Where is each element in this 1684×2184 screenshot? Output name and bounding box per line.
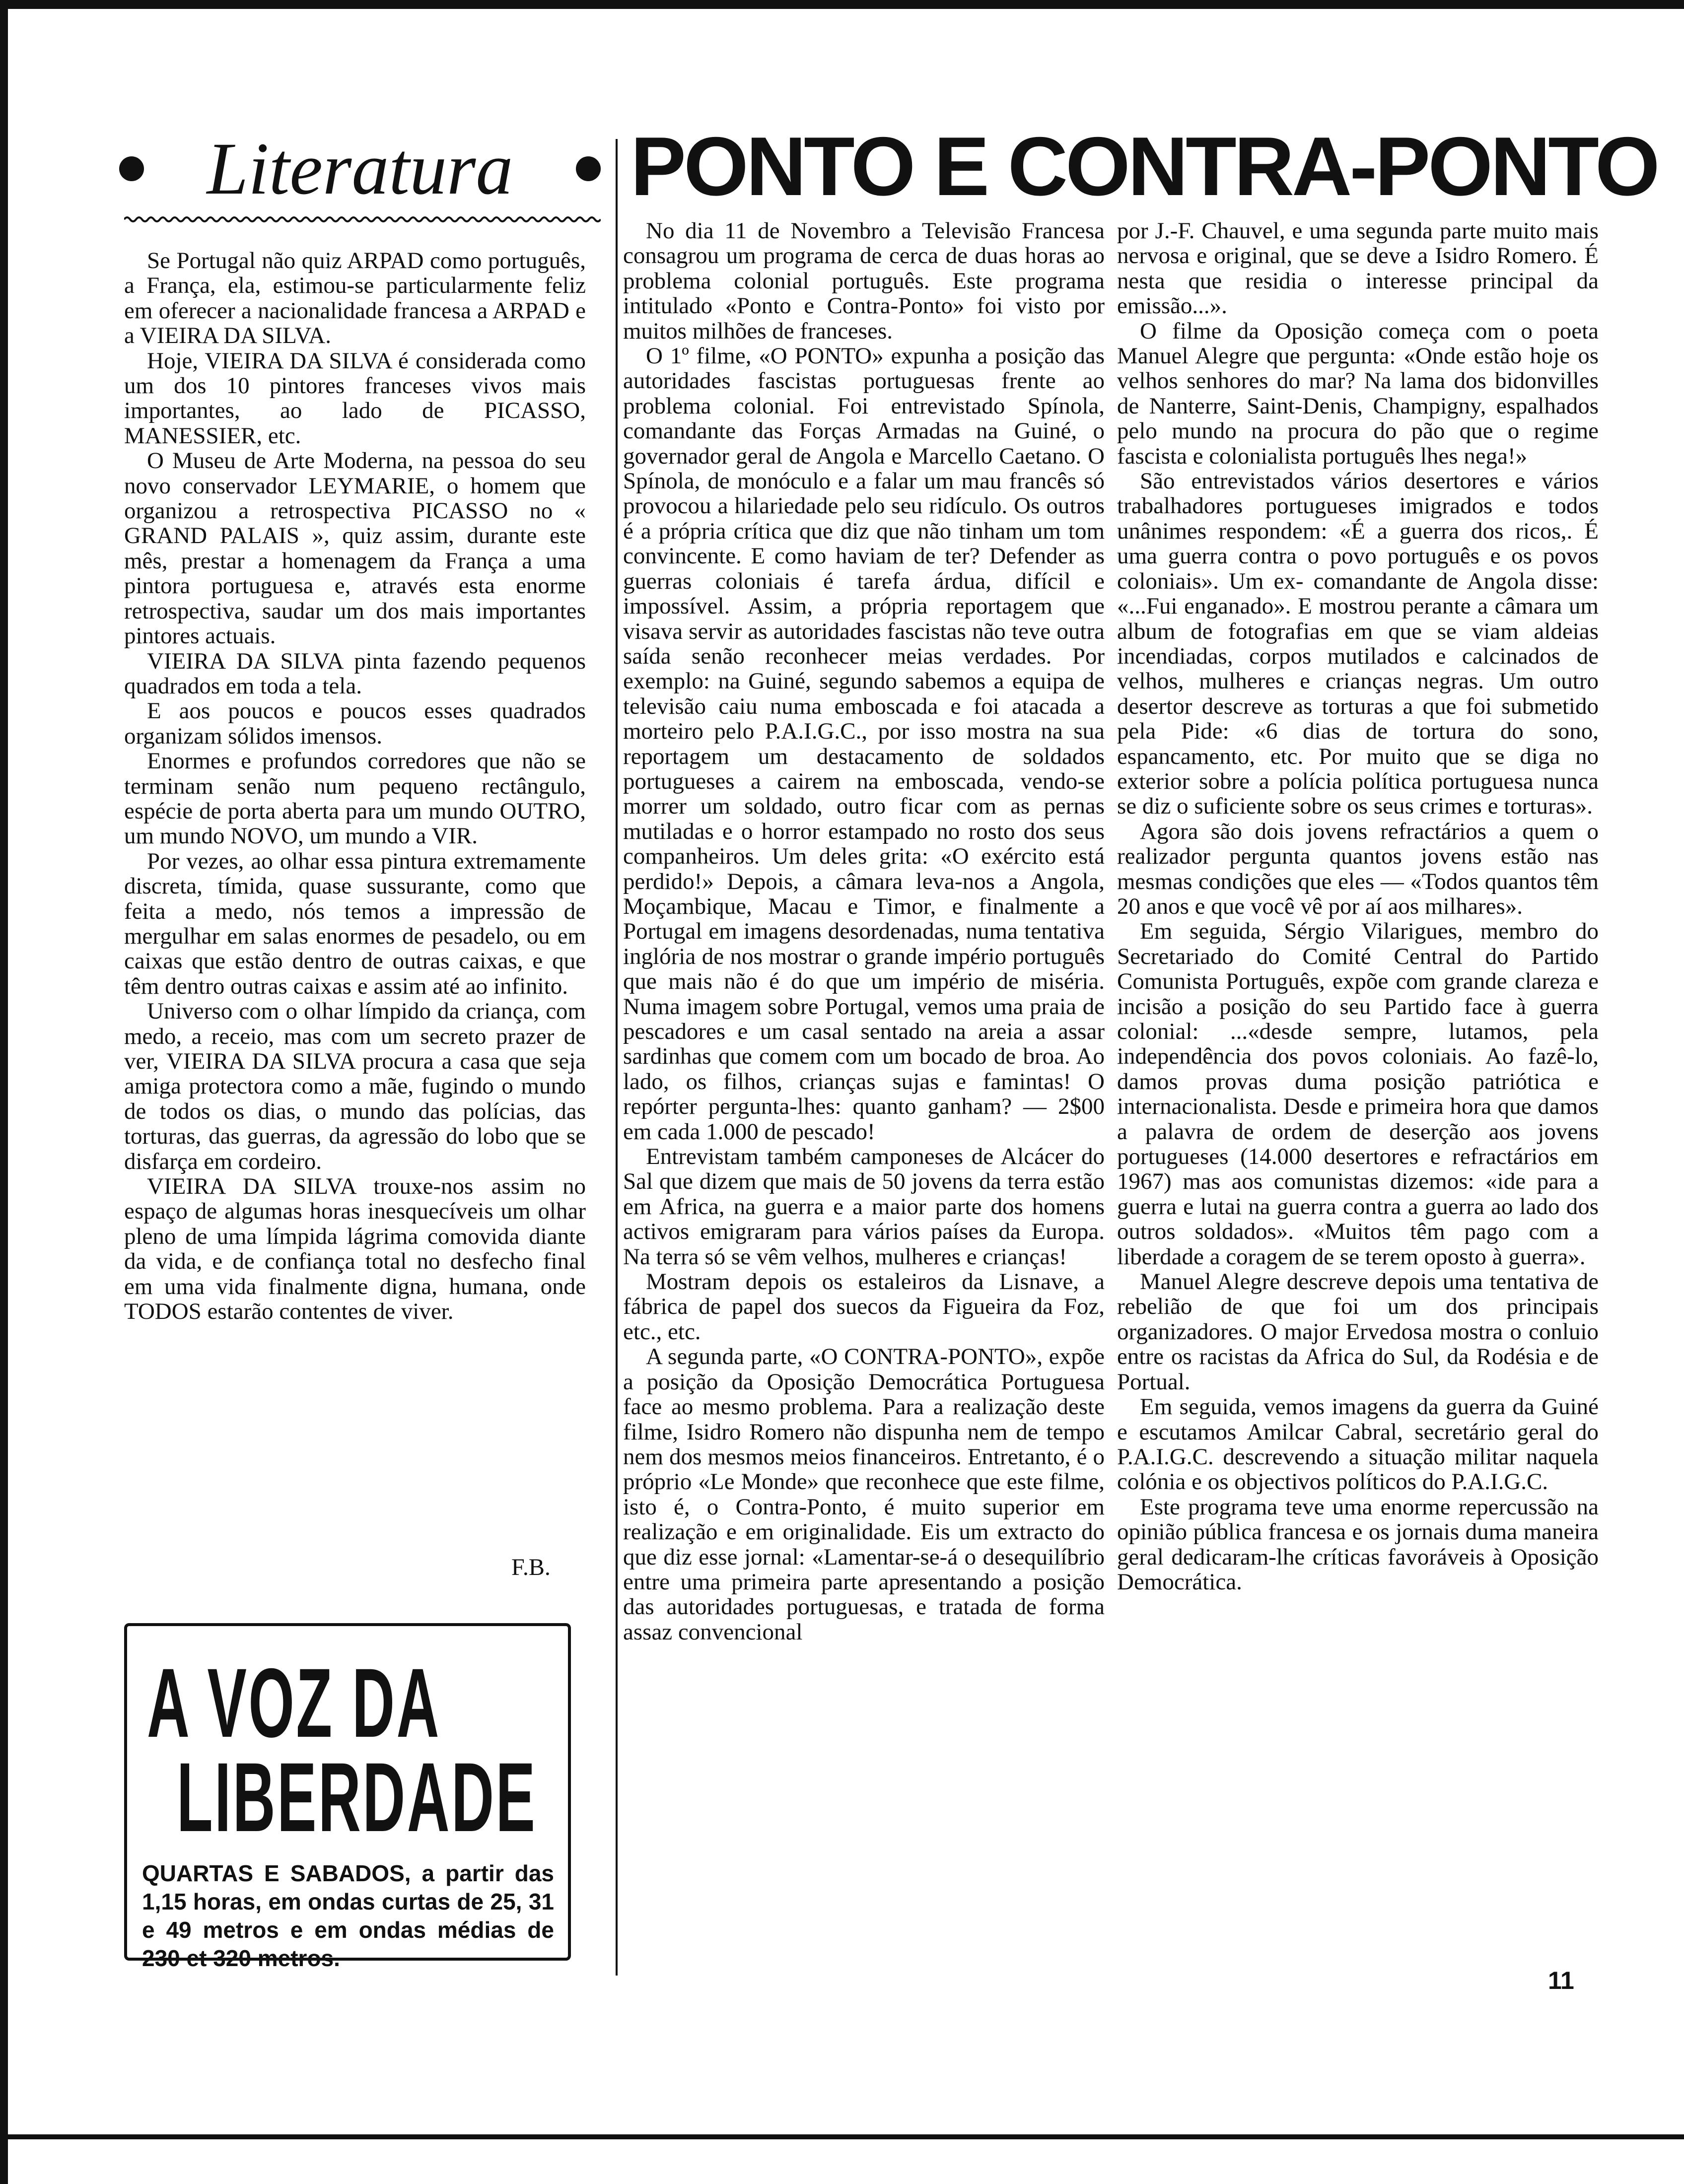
- article-paragraph: Hoje, VIEIRA DA SILVA é considerada como um dos 10 pintores franceses vivos mais importantes, ao lado de PICASSO, MANESSIER, etc.: [124, 347, 586, 449]
- page-edge-left: [0, 0, 8, 2184]
- article-paragraph: São entrevistados vários desertores e vários trabalhadores portugueses imigrados e todos unânimes respondem: «É a guerra dos ricos,. É uma guerra contra o povo português e os povos coloniais». Um ex- comandante de Angola disse: «...Fui enganado». E mostrou perante a câmara um album de fotografias em que se viam aldeias incendiadas, corpos mutilados e calcinados de velhos, mulheres e crianças negras. Um outro desertor descreve as torturas a que foi submetido pela Pide: «6 dias de tortura do sono, espancamento, etc. Por muito que se diga no exterior sobre a polícia política portuguesa nunca se diz o suficiente sobre os seus crimes e torturas».: [1117, 468, 1599, 819]
- literatura-heading: [119, 124, 601, 213]
- article-paragraph: O filme da Oposição começa com o poeta Manuel Alegre que pergunta: «Onde estão hoje os velhos senhores do mar? Na lama dos bidonvilles de Nanterre, Saint-Denis, Champigny, espalhados pelo mundo na procura do pão que o regime fascista e colonialista português lhes nega!»: [1117, 318, 1599, 469]
- article-paragraph: Se Portugal não quiz ARPAD como português, a França, ela, estimou-se particularmente feliz em oferecer a nacionalidade francesa a ARPAD e a VIEIRA DA SILVA.: [124, 248, 586, 349]
- article-paragraph: Em seguida, Sérgio Vilarigues, membro do Secretariado do Comité Central do Partido Comunista Português, expõe com grande clareza e incisão a posição do seu Partido face à guerra colonial: ...«desde sempre, lutamos, pela independência dos povos coloniais. Ao fazê-lo, damos provas duma posição patriótica e internacionalista. Desde e primeira hora que damos a palavra de ordem de deserção aos jovens portugueses (14.000 desertores e refractários em 1967) mas aos comunistas dizemos: «ide para a guerra e lutai na guerra contra a guerra ao lado dos outros soldados». «Muitos têm pago com a liberdade a coragem de se terem oposto à guerra».: [1117, 918, 1599, 1270]
- article-paragraph: Enormes e profundos corredores que não se terminam senão num pequeno rectângulo, espécie de porta aberta para um mundo OUTRO, um mundo NOVO, um mundo a VIR.: [124, 748, 586, 849]
- article-paragraph: Agora são dois jovens refractários a quem o realizador pergunta quantos jovens estão nas mesmas condições que eles — «Todos quantos têm 20 anos e que você vê por aí aos milhares».: [1117, 818, 1599, 919]
- radio-schedule: QUARTAS E SABADOS, a partir das 1,15 horas, em ondas curtas de 25, 31 e 49 metros e em ondas médias de 230 et 320 metros.: [142, 1860, 554, 1971]
- ponto-article-column-1: [623, 218, 1105, 1644]
- column-divider: [616, 139, 618, 1976]
- page-edge-bottom: [0, 2134, 1684, 2139]
- article-paragraph: Por vezes, ao olhar essa pintura extremamente discreta, tímida, quase sussurante, como que feita a medo, nós temos a impressão de mergulhar em salas enormes de pesadelo, ou em caixas que estão dentro de outras caixas, e que têm dentro outras caixas e assim até ao infinito.: [124, 848, 586, 999]
- page-number: 11: [1548, 1967, 1574, 1994]
- article-paragraph: Entrevistam também camponeses de Alcácer do Sal que dizem que mais de 50 jovens da terra estão em Africa, na guerra e a maior parte dos homens activos emigraram para vários países da Europa. Na terra só se vêm velhos, mulheres e crianças!: [623, 1144, 1105, 1270]
- article-paragraph: No dia 11 de Novembro a Televisão Francesa consagrou um programa de cerca de duas horas ao problema colonial português. Este programa intitulado «Ponto e Contra-Ponto» foi visto por muitos milhões de franceses.: [623, 218, 1105, 344]
- article-paragraph: E aos poucos e poucos esses quadrados organizam sólidos imensos.: [124, 698, 586, 749]
- article-paragraph: Este programa teve uma enorme repercussão na opinião pública francesa e os jornais duma maneira geral dedicaram-lhe críticas favoráveis à Oposição Democrática.: [1117, 1494, 1599, 1595]
- radio-title-line1: A VOZ DA: [147, 1648, 441, 1758]
- radio-title-line2: LIBERDADE: [177, 1742, 537, 1852]
- ponto-article-column-2: [1117, 218, 1599, 1594]
- article-paragraph: Manuel Alegre descreve depois uma tentativa de rebelião de que foi um dos principais organizadores. O major Ervedosa mostra o conluio entre os racistas da Africa do Sul, da Rodésia e de Portual.: [1117, 1269, 1599, 1395]
- article-paragraph: VIEIRA DA SILVA trouxe-nos assim no espaço de algumas horas inesquecíveis um olhar pleno de uma límpida lágrima comovida diante da vida, e de confiança total no desfecho final em uma vida finalmente digna, humana, onde TODOS estarão contentes de viver.: [124, 1173, 586, 1325]
- bullet-icon: [119, 156, 144, 181]
- literatura-article: [124, 248, 586, 1324]
- article-paragraph: Em seguida, vemos imagens da guerra da Guiné e escutamos Amilcar Cabral, secretário geral do P.A.I.G.C. descrevendo a situação militar naquela colónia e os objectivos políticos do P.A.I.G.C.: [1117, 1394, 1599, 1495]
- article-signature: F.B.: [511, 1554, 551, 1580]
- page-edge-top: [0, 0, 1684, 9]
- bullet-icon: [576, 156, 601, 181]
- wavy-divider: [124, 213, 601, 225]
- article-paragraph: VIEIRA DA SILVA pinta fazendo pequenos quadrados em toda a tela.: [124, 648, 586, 699]
- article-paragraph: A segunda parte, «O CONTRA-PONTO», expõe a posição da Oposição Democrática Portuguesa face ao mesmo problema. Para a realização deste filme, Isidro Romero não dispunha nem de tempo nem dos mesmos meios financeiros. Entretanto, é o próprio «Le Monde» que reconhece que este filme, isto é, o Contra-Ponto, é muito superior em realização e em originalidade. Eis um extracto do que diz esse jornal: «Lamentar-se-á o desequilíbrio entre uma primeira parte apresentando a posição das autoridades portuguesas, e tratada de forma assaz convencional: [623, 1344, 1105, 1645]
- article-paragraph: Mostram depois os estaleiros da Lisnave, a fábrica de papel dos suecos da Figueira da Foz, etc., etc.: [623, 1269, 1105, 1345]
- main-heading: PONTO E CONTRA-PONTO: [631, 120, 1658, 213]
- article-paragraph: Universo com o olhar límpido da criança, com medo, a receio, mas com um secreto prazer de ver, VIEIRA DA SILVA procura a casa que seja amiga protectora como a mãe, fugindo o mundo de todos os dias, o mundo das polícias, das torturas, das guerras, da agressão do lobo que se disfarça em cordeiro.: [124, 998, 586, 1174]
- article-paragraph: O 1º filme, «O PONTO» expunha a posição das autoridades fascistas portuguesas frente ao problema colonial. Foi entrevistado Spínola, comandante das Forças Armadas na Guiné, o governador geral de Angola e Marcello Caetano. O Spínola, de monóculo e a falar um mau francês só provocou a hilariedade pelo seu ridículo. Os outros é a própria crítica que diz que não tinham um tom convincente. E como haviam de ter? Defender as guerras coloniais é tarefa árdua, difícil e impossível. Assim, a própria reportagem que visava servir as autoridades fascistas não teve outra saída senão reconhecer meias verdades. Por exemplo: na Guiné, segundo sabemos a equipa de televisão caiu numa emboscada e foi atacada a morteiro pelo P.A.I.G.C., por isso mostra na sua reportagem um destacamento de soldados portugueses a cairem na emboscada, vendo-se morrer um soldado, outro ficar com as pernas mutiladas e o horror estampado no rosto dos seus companheiros. Um deles grita: «O exército está perdido!» Depois, a câmara leva-nos a Angola, Moçambique, Macau e Timor, e finalmente a Portugal em imagens desordenadas, numa tentativa inglória de nos mostrar o grande império português que mais não é do que um império de miséria. Numa imagem sobre Portugal, vemos uma praia de pescadores e um casal sentado na areia a assar sardinhas que comem com um bocado de broa. Ao lado, os filhos, crianças sujas e famintas! O repórter pergunta-lhes: quanto ganham? — 2$00 em cada 1.000 de pescado!: [623, 343, 1105, 1145]
- radio-advertisement: [124, 1623, 571, 1971]
- article-paragraph: por J.-F. Chauvel, e uma segunda parte muito mais nervosa e original, que se deve a Isidro Romero. É nesta que residia o interesse principal da emissão...».: [1117, 218, 1599, 319]
- literatura-heading-text: Literatura: [207, 128, 513, 210]
- article-paragraph: O Museu de Arte Moderna, na pessoa do seu novo conservador LEYMARIE, o homem que organizou a retrospectiva PICASSO no « GRAND PALAIS », quiz assim, durante este mês, prestar a homenagem da França a uma pintora portuguesa e, através esta enorme retrospectiva, saudar um dos mais importantes pintores actuais.: [124, 448, 586, 649]
